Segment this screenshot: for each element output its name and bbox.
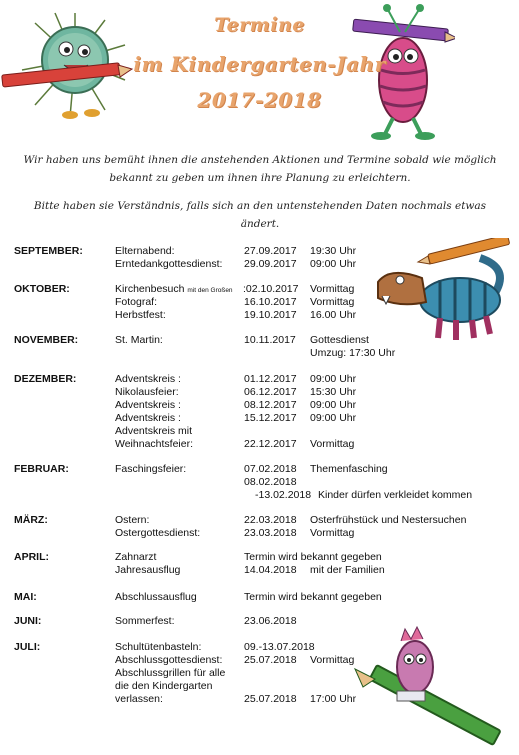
event-name: Erntedankgottesdienst: [115, 258, 223, 270]
event-name: Weihnachtsfeier: [115, 438, 194, 450]
title-line-2: im Kindergarten-Jahr [133, 52, 386, 76]
event-name: Adventskreis : [115, 373, 181, 385]
event-date: 22.03.2018 [244, 514, 297, 526]
event-time: mit der Familien [310, 564, 385, 576]
event-date: Termin wird bekannt gegeben [244, 551, 382, 563]
event-time: Vormittag [310, 654, 355, 666]
event-time: 15:30 Uhr [310, 386, 357, 398]
event-name-note: mit den Großen [187, 287, 233, 294]
event-date: 29.09.2017 [244, 258, 297, 270]
event-name: Kirchenbesuch mit den Großen [115, 283, 233, 295]
event-name: Jahresausflug [115, 564, 181, 576]
event-time: Vormittag [310, 296, 355, 308]
event-time: 16.00 Uhr [310, 309, 357, 321]
event-date: 23.03.2018 [244, 527, 297, 539]
intro-paragraph-2: Bitte haben sie Verständnis, falls sich an den untenstehenden Daten nochmals etwas ändert. [33, 200, 487, 230]
event-name: Herbstfest: [115, 309, 166, 321]
month-label: DEZEMBER: [14, 373, 77, 385]
event-date: 07.02.2018 [244, 463, 297, 475]
event-time: Vormittag [310, 527, 355, 539]
event-date: 25.07.2018 [244, 654, 297, 666]
event-date: Termin wird bekannt gegeben [244, 591, 382, 603]
event-time: 09:00 Uhr [310, 412, 357, 424]
event-name: Faschingsfeier: [115, 463, 187, 475]
event-name: Adventskreis : [115, 412, 181, 424]
event-name: Nikolausfeier: [115, 386, 179, 398]
event-time: Kinder dürfen verkleidet kommen [318, 489, 473, 501]
event-name: Schultütenbasteln: [115, 641, 202, 653]
event-date: -13.02.2018 [255, 489, 312, 501]
event-time: 09:00 Uhr [310, 399, 357, 411]
title-line-1: Termine [214, 14, 305, 36]
event-name: Ostergottesdienst: [115, 527, 201, 539]
intro-paragraph-1: Wir haben uns bemüht ihnen die anstehenden Aktionen und Termine sobald wie möglich bekannt zu geben um ihnen ihre Planung zu erleichtern. [23, 154, 497, 184]
event-name: die den Kindergarten [115, 680, 213, 692]
month-label: JUNI: [14, 615, 42, 627]
event-name: Adventskreis : [115, 399, 181, 411]
event-name: Fotograf: [115, 296, 158, 308]
month-label: OKTOBER: [14, 283, 70, 295]
event-date: 16.10.2017 [244, 296, 297, 308]
event-date: 23.06.2018 [244, 615, 297, 627]
month-label: MAI: [14, 591, 37, 603]
event-name: Abschlussausflug [115, 591, 197, 603]
event-date: 19.10.2017 [244, 309, 297, 321]
event-date: 14.04.2018 [244, 564, 297, 576]
event-name: verlassen: [115, 693, 163, 705]
event-name: Sommerfest: [115, 615, 175, 627]
event-time-extra: Umzug: 17:30 Uhr [310, 347, 396, 359]
event-name: Abschlussgottesdienst: [115, 654, 223, 666]
event-date: 10.11.2017 [244, 334, 296, 346]
event-date: 06.12.2017 [244, 386, 297, 398]
month-label: NOVEMBER: [14, 334, 79, 346]
event-time: Gottesdienst [310, 334, 369, 346]
event-time: 09:00 Uhr [310, 258, 357, 270]
event-name: St. Martin: [115, 334, 163, 346]
striped-dinosaur-illustration [360, 238, 515, 346]
event-date: 09.-13.07.2018 [244, 641, 315, 653]
title-line-3: 2017-2018 [197, 88, 322, 112]
event-date: 01.12.2017 [244, 373, 297, 385]
event-date: 22.12.2017 [244, 438, 297, 450]
event-time: Vormittag [310, 438, 355, 450]
event-date: 08.02.2018 [244, 476, 297, 488]
month-label: JULI: [14, 641, 41, 653]
monster-on-pencil-illustration [345, 625, 505, 755]
month-label: SEPTEMBER: [14, 245, 83, 257]
event-time: Themenfasching [310, 463, 388, 475]
month-label: APRIL: [14, 551, 49, 563]
event-name: Ostern: [115, 514, 150, 526]
event-date: :02.10.2017 [243, 283, 299, 295]
event-name: Adventskreis mit [115, 425, 193, 437]
event-name: Abschlussgrillen für alle [115, 667, 226, 679]
month-label: MÄRZ: [14, 514, 48, 526]
event-time: Vormittag [310, 283, 355, 295]
event-date: 27.09.2017 [244, 245, 297, 257]
event-date: 15.12.2017 [244, 412, 297, 424]
event-name: Elternabend: [115, 245, 175, 257]
event-name: Zahnarzt [115, 551, 157, 563]
event-time: Osterfrühstück und Nestersuchen [310, 514, 467, 526]
event-time: 19:30 Uhr [310, 245, 357, 257]
event-date: 08.12.2017 [244, 399, 297, 411]
event-date: 25.07.2018 [244, 693, 297, 705]
event-time: 09:00 Uhr [310, 373, 357, 385]
month-label: FEBRUAR: [14, 463, 69, 475]
event-time: 17:00 Uhr [310, 693, 357, 705]
